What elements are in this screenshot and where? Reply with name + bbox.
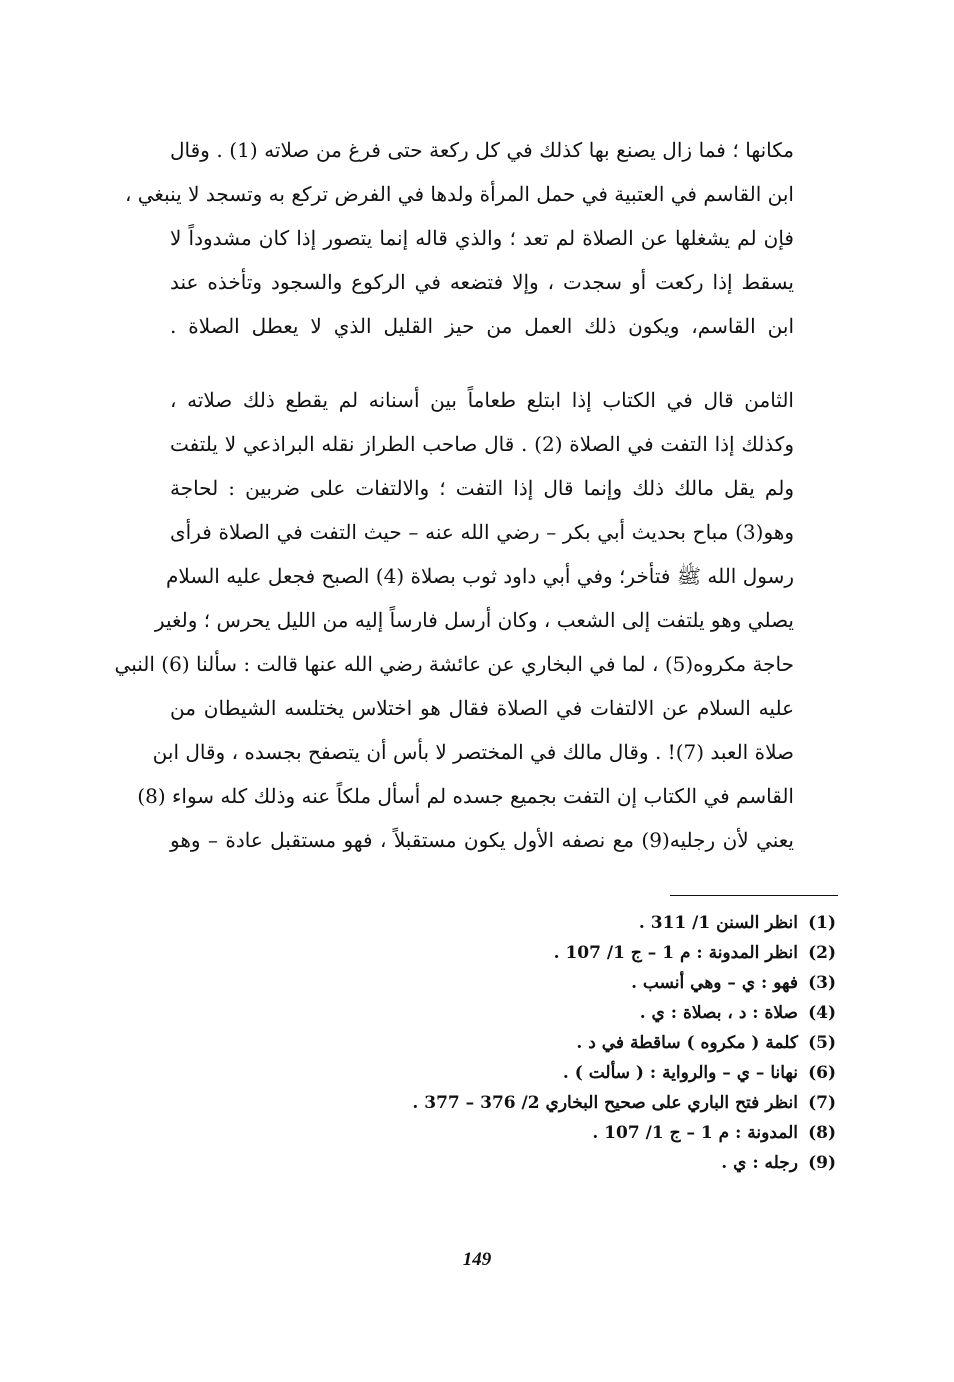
text-line: الثامن قال في الكتاب إذا ابتلع طعاماً بين أسنانه لم يقطع ذلك صلاته ،: [170, 388, 794, 412]
text-line: يسقط إذا ركعت أو سجدت ، وإلا فتضعه في الركوع والسجود وتأخذه عند: [170, 270, 794, 294]
footnote-number: (5): [808, 1033, 836, 1053]
text-line: يعني لأن رجليه(9) مع نصفه الأول يكون مستقبلاً ، فهو مستقبل عادة – وهو: [170, 828, 794, 852]
footnote-number: (1): [808, 913, 836, 933]
text-line: مكانها ؛ فما زال يصنع بها كذلك في كل ركعة حتى فرغ من صلاته (1) . وقال: [170, 138, 795, 162]
text-line: وهو(3) مباح بحديث أبي بكر – رضي الله عنه – حيث التفت في الصلاة فرأى: [170, 520, 794, 544]
footnote-number: (7): [808, 1093, 836, 1113]
footnote-number: (6): [808, 1063, 836, 1083]
footnote-text: انظر المدونة : م 1 – ج 1/ 107 .: [553, 943, 798, 963]
footnotes: [412, 913, 836, 1183]
text-line: وكذلك إذا التفت في الصلاة (2) . قال صاحب الطراز نقله البراذعي لا يلتفت: [170, 432, 794, 456]
footnote-text: المدونة : م 1 – ج 1/ 107 .: [592, 1123, 798, 1143]
footnote: [412, 1093, 836, 1123]
text-line: يصلي وهو يلتفت إلى الشعب ، وكان أرسل فارساً إليه من الليل يحرس ؛ ولغير: [154, 608, 794, 632]
footnote-text: كلمة ( مكروه ) ساقطة في د .: [576, 1033, 798, 1053]
footnote: [412, 1063, 836, 1093]
footnote-number: (3): [808, 973, 836, 993]
footnote-number: (9): [808, 1153, 836, 1173]
text-line: ابن القاسم، ويكون ذلك العمل من حيز القليل الذي لا يعطل الصلاة .: [170, 314, 794, 338]
paragraph-1: [124, 128, 795, 348]
text-line: فإن لم يشغلها عن الصلاة لم تعد ؛ والذي قاله إنما يتصور إذا كان مشدوداً لا: [170, 226, 794, 250]
text-line: ابن القاسم في العتبية في حمل المرأة ولدها في الفرض تركع به وتسجد لا ينبغي ،: [124, 182, 794, 206]
text-line: القاسم في الكتاب إن التفت بجميع جسده لم أسأل ملكاً عنه وذلك كله سواء (8): [137, 784, 794, 808]
paragraph-2: [114, 378, 794, 862]
footnote: [412, 913, 836, 943]
text-line: ولم يقل مالك ذلك وإنما قال إذا التفت ؛ والالتفات على ضربين : لحاجة: [170, 476, 794, 500]
footnote-text: نهانا – ي – والرواية : ( سألت ) .: [562, 1063, 798, 1083]
footnote-text: انظر فتح الباري على صحيح البخاري 2/ 376 – 377 .: [412, 1093, 798, 1113]
footnote: [412, 973, 836, 1003]
text-line: صلاة العبد (7)! . وقال مالك في المختصر لا بأس أن يتصفح بجسده ، وقال ابن: [152, 740, 794, 764]
footnote-number: (8): [808, 1123, 836, 1143]
footnote-text: رجله : ي .: [721, 1153, 798, 1173]
text-line: رسول الله ﷺ فتأخر؛ وفي أبي داود ثوب بصلاة (4) الصبح فجعل عليه السلام: [166, 564, 794, 588]
footnote-text: فهو : ي – وهي أنسب .: [631, 973, 798, 993]
footnote: [412, 1123, 836, 1153]
page-number: 149: [462, 1249, 492, 1270]
text-line: عليه السلام عن الالتفات في الصلاة فقال هو اختلاس يختلسه الشيطان من: [170, 696, 794, 720]
text-line: حاجة مكروه(5) ، لما في البخاري عن عائشة رضي الله عنها قالت : سألنا (6) النبي: [114, 652, 794, 676]
footnote: [412, 943, 836, 973]
footnote-text: انظر السنن 1/ 311 .: [638, 913, 798, 933]
footnote: [412, 1153, 836, 1183]
footnote: [412, 1033, 836, 1063]
footnote-text: صلاة : د ، بصلاة : ي .: [639, 1003, 798, 1023]
footnote-number: (4): [808, 1003, 836, 1023]
footnote-separator: [670, 895, 838, 896]
footnote: [412, 1003, 836, 1033]
footnote-number: (2): [808, 943, 836, 963]
